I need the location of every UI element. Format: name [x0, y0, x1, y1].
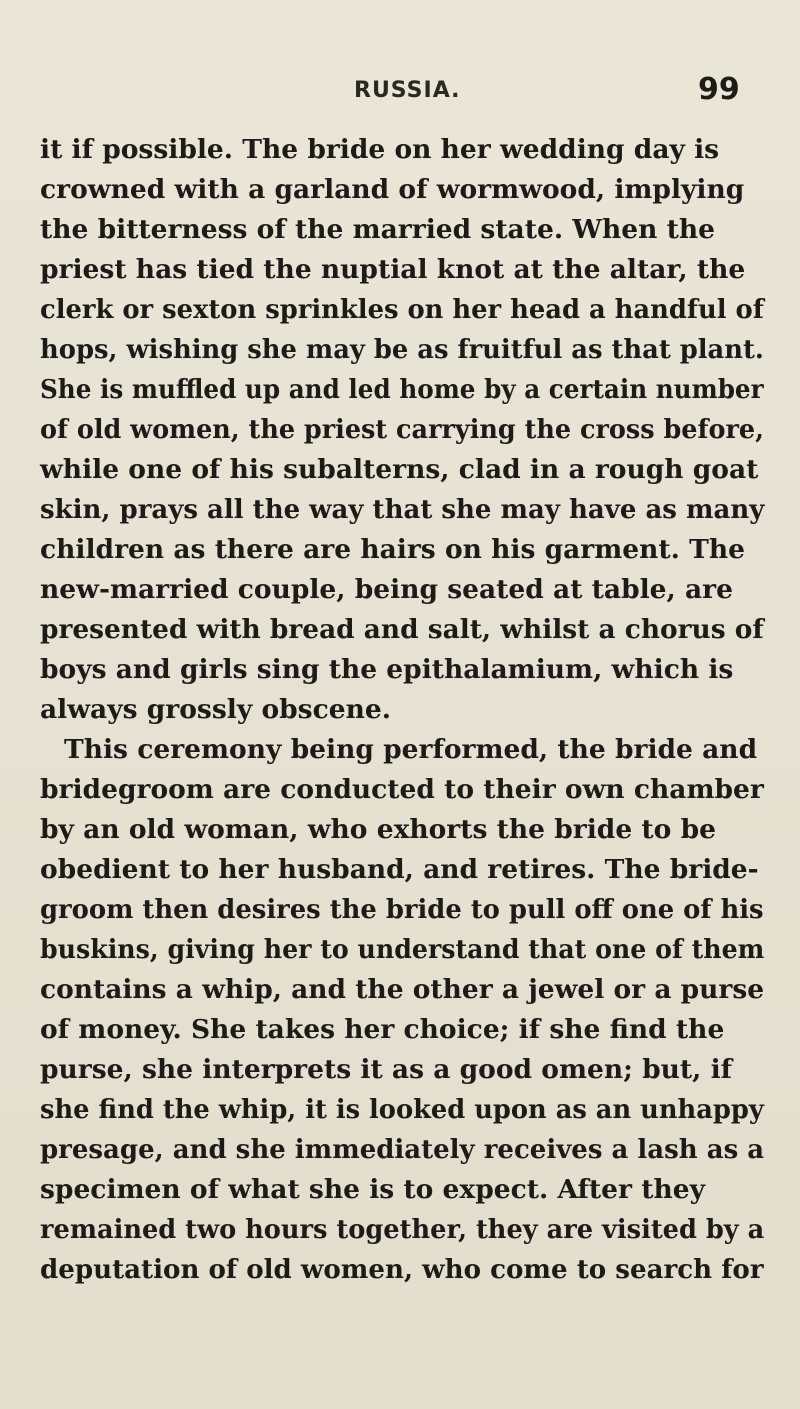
text-line: This ceremony being performed, the bride and [64, 734, 758, 765]
text-line: the bitterness of the married state. When the [40, 214, 716, 245]
text-line: hops, wishing she may be as fruitful as that plant. [40, 334, 764, 365]
text-line: skin, prays all the way that she may have as many [40, 494, 765, 525]
text-line: bridegroom are conducted to their own chamber [40, 774, 764, 805]
text-line: it if possible. The bride on her wedding day is [40, 134, 720, 165]
text-line: always grossly obscene. [40, 694, 391, 725]
text-line: new-married couple, being seated at table, are [40, 574, 733, 605]
page-number: 99 [698, 72, 740, 107]
text-line: children as there are hairs on his garment. The [40, 534, 745, 565]
text-line: of old women, the priest carrying the cross before, [40, 414, 764, 445]
text-line: deputation of old women, who come to search for [40, 1254, 764, 1285]
running-head [0, 72, 800, 118]
running-head-title: RUSSIA. [354, 78, 461, 103]
text-line: by an old woman, who exhorts the bride to be [40, 814, 716, 845]
text-line: buskins, giving her to understand that one of them [40, 934, 765, 965]
text-line: while one of his subalterns, clad in a rough goat [40, 454, 759, 485]
text-line: priest has tied the nuptial knot at the altar, the [40, 254, 746, 285]
text-line: crowned with a garland of wormwood, implying [40, 174, 745, 205]
text-line: remained two hours together, they are visited by a [40, 1214, 765, 1245]
text-line: contains a whip, and the other a jewel or a purse [40, 974, 765, 1005]
text-line: presage, and she immediately receives a lash as a [40, 1134, 765, 1165]
text-line: clerk or sexton sprinkles on her head a handful of [40, 294, 764, 325]
text-line: of money. She takes her choice; if she find the [40, 1014, 725, 1045]
text-line: She is muffled up and led home by a certain number [40, 374, 764, 405]
text-line: purse, she interprets it as a good omen; but, if [40, 1054, 733, 1085]
text-line: groom then desires the bride to pull off one of his [40, 894, 764, 925]
text-line: obedient to her husband, and retires. The bride- [40, 854, 759, 885]
text-line: specimen of what she is to expect. After they [40, 1174, 705, 1205]
text-line: boys and girls sing the epithalamium, which is [40, 654, 734, 685]
text-line: presented with bread and salt, whilst a chorus of [40, 614, 764, 645]
text-line: she find the whip, it is looked upon as an unhappy [40, 1094, 764, 1125]
